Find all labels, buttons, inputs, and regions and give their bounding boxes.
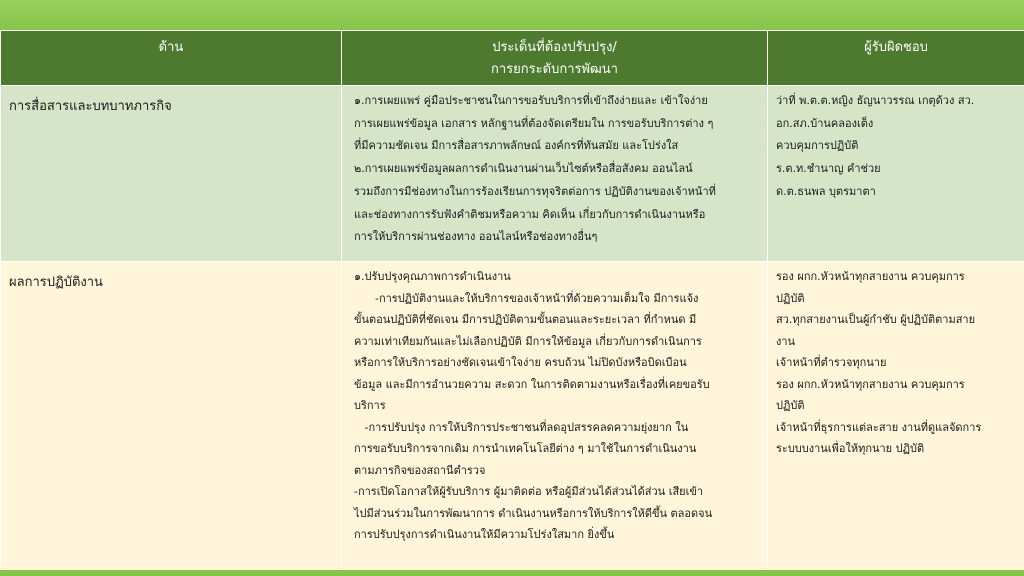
top-accent-band bbox=[0, 0, 1024, 30]
header-responsible bbox=[768, 31, 1024, 86]
responsible-line: สว.ทุกสายงานเป็นผู้กำชับ ผู้ปฏิบัติตามสาย bbox=[776, 313, 976, 326]
table-row-performance bbox=[1, 262, 1024, 576]
header-responsible-label: ผู้รับผิดชอบ bbox=[864, 40, 928, 55]
issue-line: หรือการให้บริการอย่างชัดเจนเข้าใจง่าย ครบถ้วน ไม่ปิดบังหรือบิดเบือน bbox=[354, 356, 687, 369]
header-issues bbox=[342, 31, 768, 86]
issue-line: รวมถึงการมีช่องทางในการร้องเรียนการทุจริตต่อการ ปฏิบัติงานของเจ้าหน้าที่ bbox=[354, 184, 716, 198]
header-issues-line2: การยกระดับการพัฒนา bbox=[491, 62, 618, 77]
responsible-line: รอง ผกก.หัวหน้าทุกสายงาน ควบคุมการ bbox=[776, 270, 965, 283]
responsible-cell bbox=[768, 262, 1024, 576]
issue-line: ที่มีความชัดเจน มีการสื่อสารภาพลักษณ์ องค์กรที่ทันสมัย และโปร่งใส bbox=[354, 139, 679, 153]
issue-line: ไปมีส่วนร่วมในการพัฒนาการ ดำเนินงานหรือการให้บริการให้ดีขึ้น ตลอดจน bbox=[354, 506, 713, 520]
responsible-line: อก.สภ.บ้านคลองเต็ง bbox=[776, 116, 874, 130]
improvement-table bbox=[0, 30, 1024, 576]
issue-line: -การเปิดโอกาสให้ผู้รับบริการ ผู้มาติดต่อ หรือผู้มีส่วนได้ส่วนได้ส่วน เสียเข้า bbox=[354, 485, 704, 498]
header-aspect bbox=[1, 31, 342, 86]
aspect-cell bbox=[1, 86, 342, 262]
aspect-label: ผลการปฏิบัติงาน bbox=[9, 275, 103, 290]
responsible-line: ปฏิบัติ bbox=[776, 399, 805, 412]
responsible-line: ควบคุมการปฏิบัติ bbox=[776, 139, 859, 153]
responsible-line: ระบบบงานเพื่อให้ทุกนาย ปฏิบัติ bbox=[776, 442, 925, 455]
issue-line: การให้บริการผ่านช่องทาง ออนไลน์หรือช่องทางอื่นๆ bbox=[354, 230, 598, 244]
header-issues-line1: ประเด็นที่ต้องปรับปรุง/ bbox=[492, 40, 617, 55]
issue-line: ความเท่าเทียมกันและไม่เลือกปฏิบัติ มีการให้ข้อมูล เกี่ยวกับการดำเนินการ bbox=[354, 334, 702, 348]
issue-line: บริการ bbox=[354, 399, 386, 412]
issue-line: และช่องทางการรับฟังคำติชมหรือความ คิดเห็น เกี่ยวกับการดำเนินงานหรือ bbox=[354, 207, 706, 221]
issue-line: -การปรับปรุง การให้บริการประชาชนที่ลดอุปสรรคลดความยุ่งยาก ใน bbox=[354, 420, 689, 434]
table-header-row bbox=[1, 31, 1024, 86]
issue-line: ๒.การเผยแพร่ข้อมูลผลการดำเนินงานผ่านเว็บไซต์หรือสื่อสังคม ออนไลน์ bbox=[354, 162, 693, 176]
issue-line: การขอรับบริการจากเดิม การนำเทคโนโลยีต่าง ๆ มาใช้ในการดำเนินงาน bbox=[354, 442, 697, 455]
issue-line: -การปฏิบัติงานและให้บริการของเจ้าหน้าที่ด้วยความเต็มใจ มีการแจ้ง bbox=[354, 291, 699, 305]
bottom-accent-band bbox=[0, 570, 1024, 576]
issue-line: ข้อมูล และมีการอำนวยความ สะดวก ในการติดตามงานหรือเรื่องที่เคยขอรับ bbox=[354, 377, 710, 391]
issues-cell bbox=[342, 262, 768, 576]
table-row-communication bbox=[1, 86, 1024, 262]
responsible-line: ปฏิบัติ bbox=[776, 291, 805, 305]
issue-line: ขั้นตอนปฏิบัติที่ชัดเจน มีการปฏิบัติตามขั้นตอนและระยะเวลา ที่กำหนด มี bbox=[354, 313, 697, 326]
aspect-cell bbox=[1, 262, 342, 576]
responsible-line: รอง ผกก.หัวหน้าทุกสายงาน ควบคุมการ bbox=[776, 377, 965, 391]
issue-line: การปรับปรุงการดำเนินงานให้มีความโปร่งใสมาก ยิ่งขึ้น bbox=[354, 528, 615, 541]
responsible-line: ร.ต.ท.ชำนาญ คำช่วย bbox=[776, 162, 881, 176]
responsible-cell bbox=[768, 86, 1024, 262]
issue-line: ๑.ปรับปรุงคุณภาพการดำเนินงาน bbox=[354, 270, 511, 283]
responsible-line: ว่าที่ พ.ต.ต.หญิง ธัญนาวรรณ เกตุด้วง สว. bbox=[776, 94, 975, 107]
aspect-label: การสื่อสารและบทบาทภารกิจ bbox=[9, 99, 172, 114]
responsible-line: เจ้าหน้าที่ตำรวจทุกนาย bbox=[776, 356, 887, 369]
issues-cell bbox=[342, 86, 768, 262]
issue-line: ตามภารกิจของสถานีตำรวจ bbox=[354, 463, 486, 477]
responsible-line: งาน bbox=[776, 334, 796, 348]
responsible-line: เจ้าหน้าที่ธุรการแต่ละสาย งานที่ดูแลจัดการ bbox=[776, 420, 982, 434]
header-aspect-label: ด้าน bbox=[158, 40, 184, 55]
issue-line: การเผยแพร่ข้อมูล เอกสาร หลักฐานที่ต้องจัดเตรียมใน การขอรับบริการต่าง ๆ bbox=[354, 116, 714, 130]
responsible-line: ด.ต.ธนพล บุตรมาตา bbox=[776, 184, 876, 198]
issue-line: ๑.การเผยแพร่ คู่มือประชาชนในการขอรับบริการที่เข้าถึงง่ายและ เข้าใจง่าย bbox=[354, 94, 708, 107]
